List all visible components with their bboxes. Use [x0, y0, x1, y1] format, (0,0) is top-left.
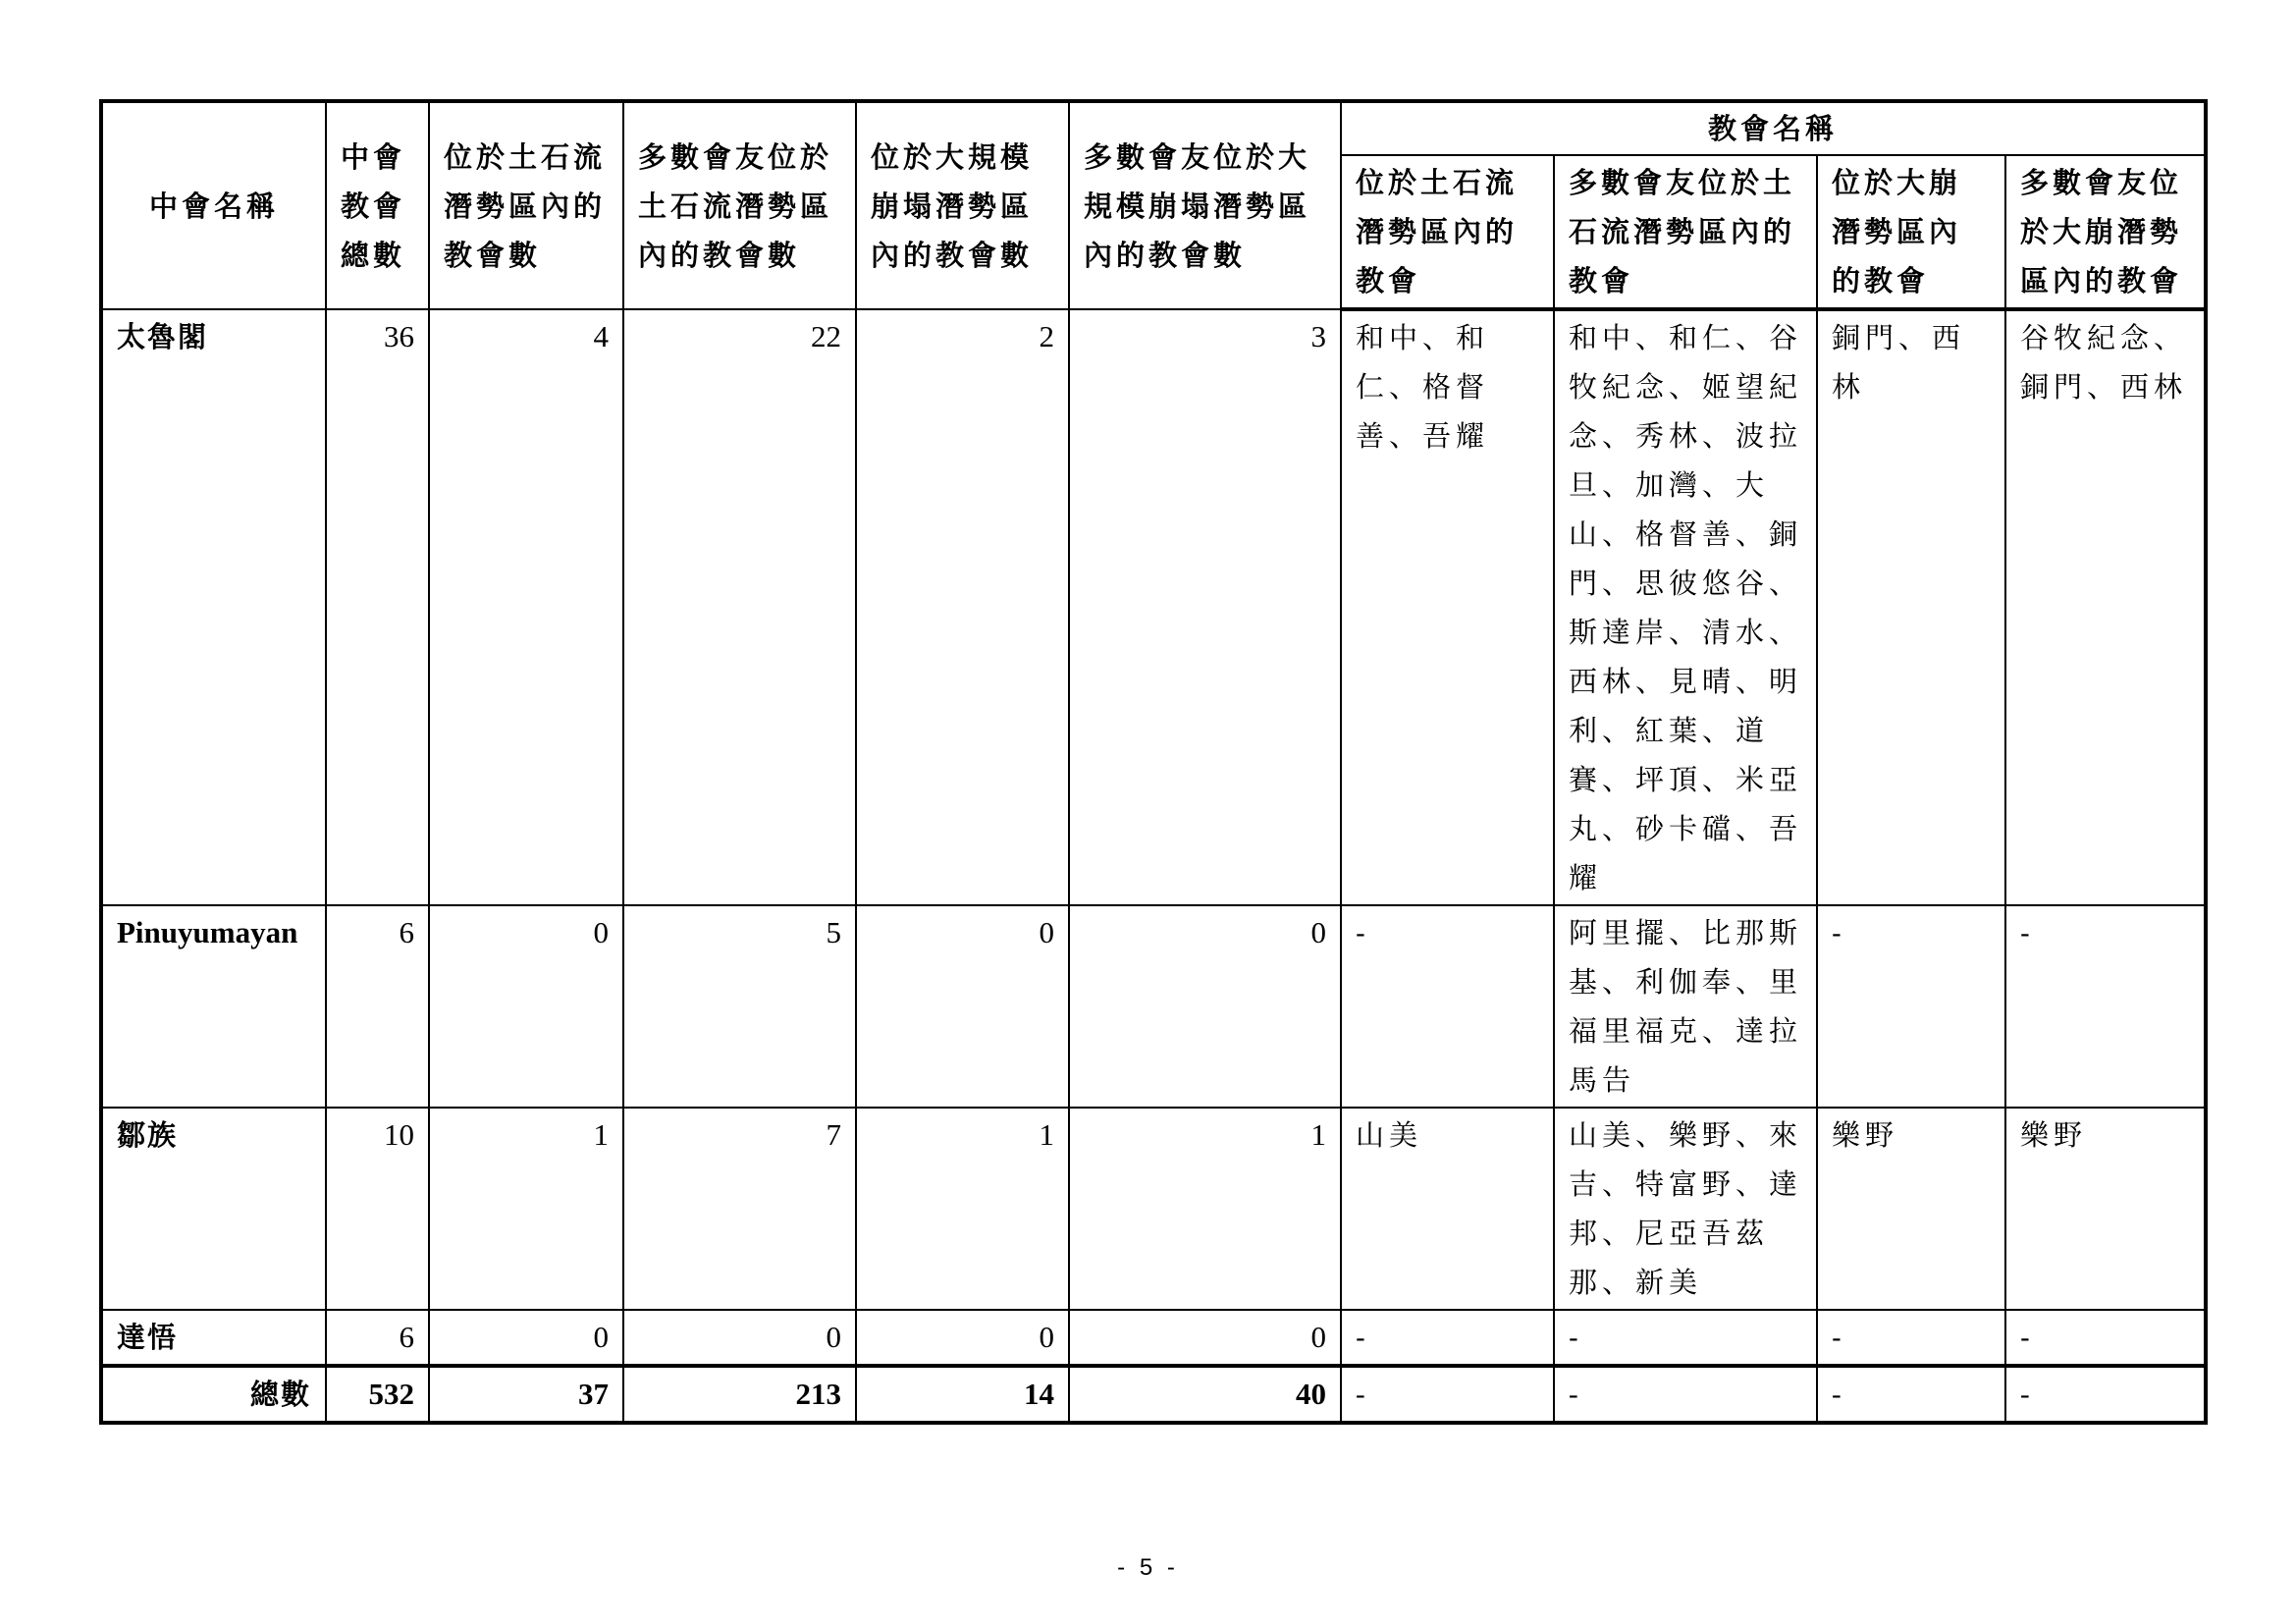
landslide-count: 14	[856, 1366, 1069, 1423]
members-debris-church-list: -	[1554, 1310, 1817, 1366]
members-debris-count: 213	[623, 1366, 856, 1423]
members-landslide-count: 40	[1069, 1366, 1341, 1423]
churches-hazard-table	[99, 99, 2208, 1425]
members-debris-count: 22	[623, 309, 856, 905]
members-debris-church-list: 阿里擺、比那斯基、利伽奉、里福里福克、達拉馬告	[1554, 905, 1817, 1108]
header-church-names: 教會名稱	[1341, 101, 2206, 155]
landslide-count: 0	[856, 1310, 1069, 1366]
debris-count: 1	[429, 1108, 623, 1310]
members-landslide-count: 0	[1069, 905, 1341, 1108]
members-landslide-church-list: 谷牧紀念、銅門、西林	[2005, 309, 2206, 905]
table-row	[101, 1108, 2206, 1310]
debris-church-list: 和中、和仁、格督善、吾耀	[1341, 309, 1554, 905]
landslide-church-list: -	[1817, 1310, 2005, 1366]
subheader-debris: 位於土石流潛勢區內的教會	[1341, 155, 1554, 309]
total-count: 36	[326, 309, 429, 905]
presbytery-name: 太魯閣	[101, 309, 326, 905]
members-landslide-church-list: -	[2005, 1366, 2206, 1423]
debris-church-list: -	[1341, 1366, 1554, 1423]
table-row	[101, 1310, 2206, 1366]
debris-church-list: -	[1341, 1310, 1554, 1366]
members-debris-count: 5	[623, 905, 856, 1108]
total-count: 532	[326, 1366, 429, 1423]
total-count: 6	[326, 1310, 429, 1366]
debris-count: 4	[429, 309, 623, 905]
landslide-church-list: 銅門、西林	[1817, 309, 2005, 905]
header-debris: 位於土石流潛勢區內的教會數	[429, 101, 623, 309]
table-row	[101, 309, 2206, 905]
total-count: 10	[326, 1108, 429, 1310]
table-row	[101, 905, 2206, 1108]
subheader-members-debris: 多數會友位於土石流潛勢區內的教會	[1554, 155, 1817, 309]
members-landslide-count: 0	[1069, 1310, 1341, 1366]
members-landslide-count: 1	[1069, 1108, 1341, 1310]
landslide-church-list: 樂野	[1817, 1108, 2005, 1310]
header-landslide: 位於大規模崩塌潛勢區內的教會數	[856, 101, 1069, 309]
subheader-members-landslide: 多數會友位於大崩潛勢區內的教會	[2005, 155, 2206, 309]
debris-count: 0	[429, 905, 623, 1108]
presbytery-name: Pinuyumayan	[101, 905, 326, 1108]
members-debris-count: 7	[623, 1108, 856, 1310]
members-debris-church-list: 和中、和仁、谷牧紀念、姬望紀念、秀林、波拉旦、加灣、大山、格督善、銅門、思彼悠谷、斯達岸、清水、西林、見晴、明利、紅葉、道賽、坪頂、米亞丸、砂卡礑、吾耀	[1554, 309, 1817, 905]
members-debris-count: 0	[623, 1310, 856, 1366]
landslide-count: 2	[856, 309, 1069, 905]
members-debris-church-list: 山美、樂野、來吉、特富野、達邦、尼亞吾茲那、新美	[1554, 1108, 1817, 1310]
header-members-landslide: 多數會友位於大規模崩塌潛勢區內的教會數	[1069, 101, 1341, 309]
debris-church-list: 山美	[1341, 1108, 1554, 1310]
landslide-count: 1	[856, 1108, 1069, 1310]
members-landslide-count: 3	[1069, 309, 1341, 905]
landslide-church-list: -	[1817, 1366, 2005, 1423]
total-count: 6	[326, 905, 429, 1108]
members-landslide-church-list: -	[2005, 1310, 2206, 1366]
members-landslide-church-list: 樂野	[2005, 1108, 2206, 1310]
header-total: 中會教會總數	[326, 101, 429, 309]
presbytery-name: 鄒族	[101, 1108, 326, 1310]
presbytery-name: 達悟	[101, 1310, 326, 1366]
page-number: - 5 -	[1117, 1554, 1179, 1581]
total-label: 總數	[101, 1366, 326, 1423]
debris-count: 0	[429, 1310, 623, 1366]
header-members-debris: 多數會友位於土石流潛勢區內的教會數	[623, 101, 856, 309]
debris-count: 37	[429, 1366, 623, 1423]
debris-church-list: -	[1341, 905, 1554, 1108]
landslide-count: 0	[856, 905, 1069, 1108]
members-landslide-church-list: -	[2005, 905, 2206, 1108]
header-name: 中會名稱	[101, 101, 326, 309]
landslide-church-list: -	[1817, 905, 2005, 1108]
total-row	[101, 1366, 2206, 1423]
members-debris-church-list: -	[1554, 1366, 1817, 1423]
subheader-landslide: 位於大崩潛勢區內的教會	[1817, 155, 2005, 309]
